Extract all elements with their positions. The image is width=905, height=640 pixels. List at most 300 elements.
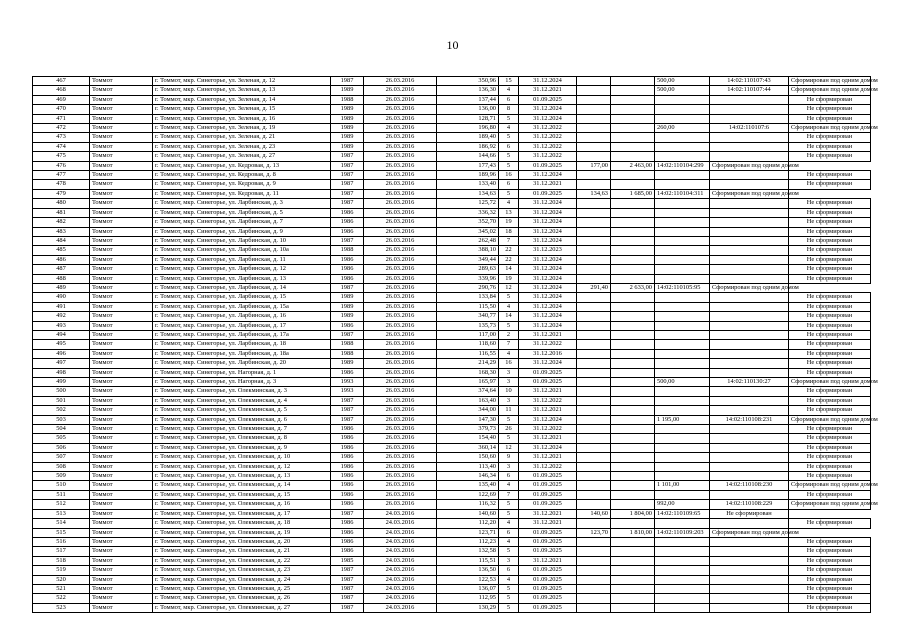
row-number-cell: 472 [33,124,90,133]
land-area-cell [611,114,655,123]
land-status-cell: Сформирован под одним домом [789,500,871,509]
survey-date-cell: 26.03.2016 [364,472,437,481]
row-number-cell: 501 [33,396,90,405]
land-area-cell [611,236,655,245]
land-area-cell [611,142,655,151]
deadline-cell: 31.12.2024 [519,114,577,123]
table-row [33,227,871,236]
land-area-cell [611,86,655,95]
survey-date-cell: 26.03.2016 [364,227,437,236]
plot-area-cell [655,453,710,462]
plot-area-cell [655,312,710,321]
apartments-count-cell: 4 [499,302,519,311]
living-area-cell: 144,66 [437,152,499,161]
deadline-cell: 01.09.2025 [519,566,577,575]
address-cell: г. Томмот, мкр. Синегорье, ул. Кедровая, д. 8 [153,171,331,180]
deadline-cell: 31.12.2021 [519,556,577,565]
year-built-cell: 1987 [331,171,364,180]
plot-area-cell: 260,00 [655,124,710,133]
deadline-cell: 31.12.2024 [519,293,577,302]
survey-date-cell: 26.03.2016 [364,208,437,217]
apartments-count-cell: 4 [499,349,519,358]
deadline-cell: 31.12.2022 [519,124,577,133]
cadastral-number-cell: 14:02:110108:231 [710,415,789,424]
row-number-cell: 507 [33,453,90,462]
land-status-cell: Не сформирован [789,227,871,236]
area-common-cell [577,312,611,321]
deadline-cell: 31.12.2022 [519,133,577,142]
address-cell: г. Томмот, мкр. Синегорье, ул. Ларбинская, д. 15а [153,302,331,311]
year-built-cell: 1986 [331,425,364,434]
address-cell: г. Томмот, мкр. Синегорье, ул. Зеленая, д. 21 [153,133,331,142]
land-area-cell [611,500,655,509]
living-area-cell: 116,32 [437,500,499,509]
land-status-cell: Не сформирован [789,152,871,161]
table-body [33,77,878,613]
table-row [33,603,871,612]
land-status-cell: Не сформирован [789,368,871,377]
year-built-cell: 1986 [331,472,364,481]
apartments-count-cell: 5 [499,293,519,302]
survey-date-cell: 26.03.2016 [364,396,437,405]
cadastral-number-cell [710,312,789,321]
plot-area-cell [655,566,710,575]
cadastral-number-cell [710,218,789,227]
survey-date-cell: 26.03.2016 [364,453,437,462]
address-cell: г. Томмот, мкр. Синегорье, ул. Кедровая, д. 13 [153,161,331,170]
living-area-cell: 125,72 [437,199,499,208]
plot-area-cell [655,255,710,264]
table-row [33,584,871,593]
living-area-cell: 339,96 [437,274,499,283]
land-status-cell: Не сформирован [789,547,871,556]
area-common-cell [577,321,611,330]
living-area-cell: 117,00 [437,330,499,339]
row-number-cell: 493 [33,321,90,330]
address-cell: г. Томмот, мкр. Синегорье, ул. Зеленая, д. 19 [153,124,331,133]
row-number-cell: 489 [33,283,90,292]
living-area-cell: 122,53 [437,575,499,584]
survey-date-cell: 26.03.2016 [364,114,437,123]
land-status-cell: Не сформирован [789,133,871,142]
area-common-cell [577,472,611,481]
cadastral-number-cell [710,199,789,208]
area-common-cell [577,415,611,424]
table-row [33,293,871,302]
settlement-cell: Томмот [90,330,153,339]
survey-date-cell: 26.03.2016 [364,443,437,452]
survey-date-cell: 26.03.2016 [364,86,437,95]
survey-date-cell: 26.03.2016 [364,236,437,245]
address-cell: г. Томмот, мкр. Синегорье, ул. Зеленая, д. 15 [153,105,331,114]
land-area-cell [611,246,655,255]
row-number-cell: 510 [33,481,90,490]
apartments-count-cell: 6 [499,180,519,189]
plot-area-cell [655,603,710,612]
plot-area-cell [655,594,710,603]
table-row [33,434,871,443]
survey-date-cell: 26.03.2016 [364,283,437,292]
land-area-cell [611,124,655,133]
area-common-cell [577,500,611,509]
settlement-cell: Томмот [90,434,153,443]
land-area-cell [611,199,655,208]
settlement-cell: Томмот [90,443,153,452]
deadline-cell: 31.12.2021 [519,387,577,396]
deadline-cell: 01.09.2025 [519,472,577,481]
table-row [33,396,871,405]
land-area-cell [611,556,655,565]
year-built-cell: 1989 [331,302,364,311]
apartments-count-cell: 5 [499,434,519,443]
cadastral-number-cell [710,519,789,528]
year-built-cell: 1987 [331,396,364,405]
apartments-count-cell: 7 [499,490,519,499]
survey-date-cell: 26.03.2016 [364,152,437,161]
deadline-cell: 01.09.2025 [519,378,577,387]
year-built-cell: 1987 [331,283,364,292]
address-cell: г. Томмот, мкр. Синегорье, ул. Ларбинская, д. 20 [153,359,331,368]
survey-date-cell: 26.03.2016 [364,359,437,368]
living-area-cell: 118,60 [437,340,499,349]
plot-area-cell: 14:02:110104:311 [655,189,710,198]
area-common-cell [577,246,611,255]
land-status-cell: Не сформирован [789,340,871,349]
year-built-cell: 1986 [331,255,364,264]
living-area-cell: 214,29 [437,359,499,368]
area-common-cell [577,378,611,387]
living-area-cell: 115,50 [437,302,499,311]
land-area-cell [611,180,655,189]
apartments-count-cell: 6 [499,95,519,104]
row-number-cell: 485 [33,246,90,255]
table-row [33,321,871,330]
deadline-cell: 31.12.2024 [519,208,577,217]
plot-area-cell [655,472,710,481]
table-row [33,142,871,151]
living-area-cell: 134,63 [437,189,499,198]
land-status-cell: Не сформирован [789,321,871,330]
survey-date-cell: 26.03.2016 [364,189,437,198]
year-built-cell: 1987 [331,406,364,415]
area-common-cell [577,218,611,227]
table-row [33,481,871,490]
address-cell: г. Томмот, мкр. Синегорье, ул. Кедровая, д. 9 [153,180,331,189]
land-area-cell [611,519,655,528]
cadastral-number-cell [710,265,789,274]
apartments-count-cell: 5 [499,415,519,424]
area-common-cell [577,180,611,189]
settlement-cell: Томмот [90,406,153,415]
land-status-cell: Не сформирован [789,603,871,612]
settlement-cell: Томмот [90,603,153,612]
row-number-cell: 521 [33,584,90,593]
apartments-count-cell: 5 [499,152,519,161]
land-status-cell: Не сформирован [789,462,871,471]
survey-date-cell: 26.03.2016 [364,406,437,415]
area-common-cell [577,227,611,236]
plot-area-cell: 14:02:110109:65 [655,509,710,518]
land-status-cell: Сформирован под одним домом [789,86,871,95]
cadastral-number-cell [710,208,789,217]
apartments-count-cell: 7 [499,236,519,245]
survey-date-cell: 24.03.2016 [364,519,437,528]
row-number-cell: 508 [33,462,90,471]
living-area-cell: 115,51 [437,556,499,565]
land-area-cell [611,415,655,424]
year-built-cell: 1986 [331,519,364,528]
settlement-cell: Томмот [90,133,153,142]
land-area-cell [611,490,655,499]
year-built-cell: 1989 [331,133,364,142]
apartments-count-cell: 3 [499,396,519,405]
table-row [33,302,871,311]
cadastral-number-cell [710,575,789,584]
row-number-cell: 477 [33,171,90,180]
deadline-cell: 31.12.2024 [519,77,577,86]
living-area-cell: 290,76 [437,283,499,292]
area-common-cell [577,199,611,208]
cadastral-number-cell [710,340,789,349]
apartments-count-cell: 3 [499,556,519,565]
deadline-cell: 31.12.2021 [519,519,577,528]
plot-area-cell [655,537,710,546]
survey-date-cell: 24.03.2016 [364,547,437,556]
year-built-cell: 1986 [331,368,364,377]
land-status-cell: Не сформирован [789,95,871,104]
table-row [33,330,871,339]
area-common-cell [577,114,611,123]
area-common-cell [577,594,611,603]
apartments-count-cell: 4 [499,199,519,208]
area-common-cell [577,387,611,396]
cadastral-number-cell [710,443,789,452]
table-row [33,387,871,396]
area-common-cell [577,293,611,302]
plot-area-cell [655,443,710,452]
row-number-cell: 511 [33,490,90,499]
year-built-cell: 1987 [331,415,364,424]
plot-area-cell: 14:02:110104:299 [655,161,710,170]
settlement-cell: Томмот [90,171,153,180]
survey-date-cell: 24.03.2016 [364,575,437,584]
settlement-cell: Томмот [90,481,153,490]
plot-area-cell [655,406,710,415]
plot-area-cell [655,105,710,114]
land-area-cell [611,312,655,321]
row-number-cell: 486 [33,255,90,264]
row-number-cell: 492 [33,312,90,321]
apartments-count-cell: 13 [499,208,519,217]
row-number-cell: 488 [33,274,90,283]
settlement-cell: Томмот [90,312,153,321]
apartments-count-cell: 5 [499,547,519,556]
deadline-cell: 31.12.2024 [519,171,577,180]
year-built-cell: 1986 [331,274,364,283]
living-area-cell: 136,00 [437,105,499,114]
survey-date-cell: 26.03.2016 [364,490,437,499]
area-common-cell: 123,70 [577,528,611,537]
area-common-cell [577,255,611,264]
cadastral-number-cell [710,425,789,434]
cadastral-number-cell [710,359,789,368]
survey-date-cell: 26.03.2016 [364,330,437,339]
address-cell: г. Томмот, мкр. Синегорье, ул. Олекминская, д. 4 [153,396,331,405]
land-area-cell [611,453,655,462]
land-status-cell: Не сформирован [789,142,871,151]
plot-area-cell [655,236,710,245]
land-status-cell: Сформирован под одним домом [789,481,871,490]
year-built-cell: 1987 [331,584,364,593]
row-number-cell: 514 [33,519,90,528]
area-common-cell [577,302,611,311]
table-row [33,472,871,481]
settlement-cell: Томмот [90,265,153,274]
year-built-cell: 1993 [331,378,364,387]
settlement-cell: Томмот [90,274,153,283]
survey-date-cell: 26.03.2016 [364,500,437,509]
plot-area-cell: 500,00 [655,86,710,95]
cadastral-number-cell [710,142,789,151]
apartments-count-cell: 5 [499,594,519,603]
area-common-cell [577,142,611,151]
table-row [33,274,871,283]
settlement-cell: Томмот [90,86,153,95]
deadline-cell: 31.12.2024 [519,227,577,236]
row-number-cell: 482 [33,218,90,227]
land-area-cell [611,77,655,86]
land-area-cell [611,321,655,330]
living-area-cell: 128,71 [437,114,499,123]
land-area-cell [611,566,655,575]
year-built-cell: 1987 [331,594,364,603]
area-common-cell [577,566,611,575]
address-cell: г. Томмот, мкр. Синегорье, ул. Ларбинская, д. 18 [153,340,331,349]
land-status-cell: Не сформирован [789,171,871,180]
area-common-cell [577,340,611,349]
address-cell: г. Томмот, мкр. Синегорье, ул. Ларбинская, д. 3 [153,199,331,208]
land-status-cell: Не сформирован [789,425,871,434]
address-cell: г. Томмот, мкр. Синегорье, ул. Олекминская, д. 23 [153,566,331,575]
address-cell: г. Томмот, мкр. Синегорье, ул. Олекминская, д. 8 [153,434,331,443]
cadastral-number-cell: Сформирован под одним домом [710,528,789,537]
settlement-cell: Томмот [90,519,153,528]
plot-area-cell: 14:02:110109:203 [655,528,710,537]
deadline-cell: 01.09.2025 [519,481,577,490]
apartments-count-cell: 9 [499,453,519,462]
deadline-cell: 31.12.2024 [519,312,577,321]
apartments-count-cell: 5 [499,133,519,142]
settlement-cell: Томмот [90,509,153,518]
apartments-count-cell: 22 [499,255,519,264]
table-row [33,283,871,292]
address-cell: г. Томмот, мкр. Синегорье, ул. Ларбинская, д. 5 [153,208,331,217]
table-row [33,152,871,161]
apartments-count-cell: 12 [499,283,519,292]
land-status-cell: Не сформирован [789,349,871,358]
table-row [33,255,871,264]
settlement-cell: Томмот [90,528,153,537]
land-area-cell [611,387,655,396]
deadline-cell: 31.12.2021 [519,330,577,339]
year-built-cell: 1987 [331,199,364,208]
deadline-cell: 01.09.2025 [519,189,577,198]
address-cell: г. Томмот, мкр. Синегорье, ул. Олекминская, д. 10 [153,453,331,462]
land-status-cell: Не сформирован [789,443,871,452]
address-cell: г. Томмот, мкр. Синегорье, ул. Ларбинская, д. 17а [153,330,331,339]
land-area-cell [611,378,655,387]
land-status-cell: Не сформирован [789,387,871,396]
settlement-cell: Томмот [90,396,153,405]
settlement-cell: Томмот [90,584,153,593]
living-area-cell: 112,23 [437,537,499,546]
survey-date-cell: 26.03.2016 [364,124,437,133]
survey-date-cell: 26.03.2016 [364,142,437,151]
area-common-cell [577,425,611,434]
area-common-cell [577,462,611,471]
survey-date-cell: 26.03.2016 [364,481,437,490]
living-area-cell: 350,96 [437,77,499,86]
table-row [33,218,871,227]
apartments-count-cell: 14 [499,312,519,321]
address-cell: г. Томмот, мкр. Синегорье, ул. Олекминская, д. 17 [153,509,331,518]
deadline-cell: 31.12.2021 [519,434,577,443]
settlement-cell: Томмот [90,227,153,236]
apartments-count-cell: 4 [499,519,519,528]
apartments-count-cell: 22 [499,246,519,255]
address-cell: г. Томмот, мкр. Синегорье, ул. Олекминская, д. 25 [153,584,331,593]
housing-register-table [32,76,878,613]
living-area-cell: 147,30 [437,415,499,424]
area-common-cell [577,453,611,462]
row-number-cell: 500 [33,387,90,396]
apartments-count-cell: 8 [499,105,519,114]
living-area-cell: 262,48 [437,236,499,245]
land-area-cell [611,265,655,274]
row-number-cell: 479 [33,189,90,198]
land-area-cell [611,425,655,434]
plot-area-cell [655,490,710,499]
cadastral-number-cell [710,603,789,612]
living-area-cell: 140,60 [437,509,499,518]
living-area-cell: 186,92 [437,142,499,151]
plot-area-cell [655,227,710,236]
table-row [33,594,871,603]
plot-area-cell [655,387,710,396]
year-built-cell: 1987 [331,77,364,86]
land-area-cell [611,227,655,236]
table-row [33,500,871,509]
area-common-cell [577,359,611,368]
apartments-count-cell: 6 [499,142,519,151]
deadline-cell: 31.12.2016 [519,349,577,358]
survey-date-cell: 24.03.2016 [364,594,437,603]
land-area-cell [611,340,655,349]
apartments-count-cell: 18 [499,227,519,236]
area-common-cell [577,274,611,283]
survey-date-cell: 24.03.2016 [364,537,437,546]
address-cell: г. Томмот, мкр. Синегорье, ул. Ларбинская, д. 16 [153,312,331,321]
survey-date-cell: 26.03.2016 [364,199,437,208]
row-number-cell: 476 [33,161,90,170]
area-common-cell [577,368,611,377]
settlement-cell: Томмот [90,236,153,245]
row-number-cell: 481 [33,208,90,217]
land-status-cell: Сформирован под одним домом [789,378,871,387]
table-row [33,95,871,104]
land-area-cell [611,274,655,283]
settlement-cell: Томмот [90,453,153,462]
